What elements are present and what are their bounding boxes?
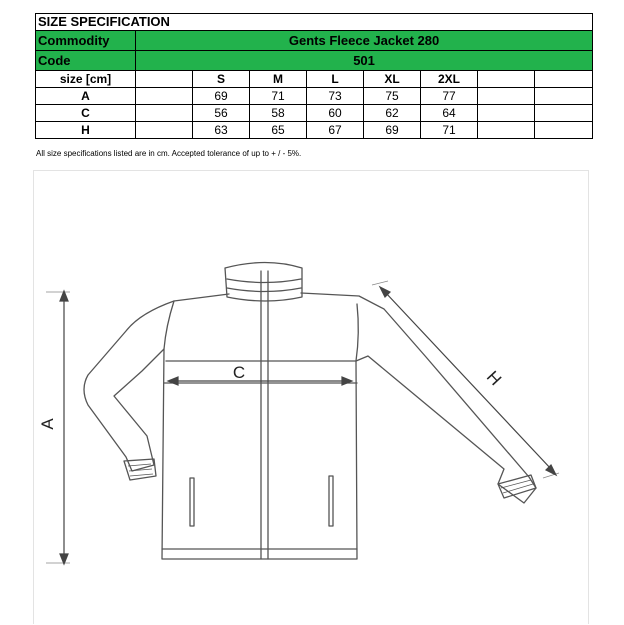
jacket-body	[84, 293, 536, 559]
jacket-measurement-diagram	[33, 170, 589, 624]
measurement-h-arrow	[372, 281, 559, 478]
table-cell	[478, 88, 535, 105]
table-cell: 73	[307, 88, 364, 105]
commodity-value: Gents Fleece Jacket 280	[136, 31, 593, 51]
table-row	[36, 88, 593, 105]
table-title: SIZE SPECIFICATION	[36, 14, 593, 31]
table-cell: 71	[250, 88, 307, 105]
table-row	[36, 105, 593, 122]
measurement-c-arrow	[168, 377, 352, 385]
spacer-cell	[136, 122, 193, 139]
tolerance-note: All size specifications listed are in cm. Accepted tolerance of up to + / - 5%.	[36, 149, 302, 158]
size-header: M	[250, 71, 307, 88]
row-label: A	[36, 88, 136, 105]
table-cell: 58	[250, 105, 307, 122]
size-header: XL	[364, 71, 421, 88]
table-cell: 62	[364, 105, 421, 122]
table-cell	[535, 105, 593, 122]
size-specification-table	[35, 13, 593, 139]
table-cell	[478, 105, 535, 122]
spacer-cell	[136, 88, 193, 105]
size-column-label: size [cm]	[36, 71, 136, 88]
code-label: Code	[36, 51, 136, 71]
size-header: 2XL	[421, 71, 478, 88]
table-cell	[535, 122, 593, 139]
table-cell: 75	[364, 88, 421, 105]
table-cell	[535, 88, 593, 105]
measurement-h-label: H	[482, 367, 506, 390]
table-cell: 64	[421, 105, 478, 122]
left-pocket	[190, 478, 194, 526]
table-cell: 69	[193, 88, 250, 105]
center-zipper	[261, 271, 268, 559]
measurement-c-label: C	[232, 363, 246, 382]
spacer-cell	[136, 105, 193, 122]
table-row	[36, 122, 593, 139]
commodity-label: Commodity	[36, 31, 136, 51]
row-label: H	[36, 122, 136, 139]
table-cell: 67	[307, 122, 364, 139]
table-cell: 56	[193, 105, 250, 122]
size-header	[535, 71, 593, 88]
table-cell	[478, 122, 535, 139]
table-cell: 65	[250, 122, 307, 139]
jacket-collar	[225, 263, 302, 302]
right-pocket	[329, 476, 333, 526]
row-label: C	[36, 105, 136, 122]
table-cell: 60	[307, 105, 364, 122]
table-cell: 71	[421, 122, 478, 139]
table-cell: 69	[364, 122, 421, 139]
measurement-a-label: A	[38, 418, 57, 430]
table-cell: 63	[193, 122, 250, 139]
code-value: 501	[136, 51, 593, 71]
spacer-cell	[136, 71, 193, 88]
size-header: S	[193, 71, 250, 88]
size-header	[478, 71, 535, 88]
size-header: L	[307, 71, 364, 88]
table-cell: 77	[421, 88, 478, 105]
